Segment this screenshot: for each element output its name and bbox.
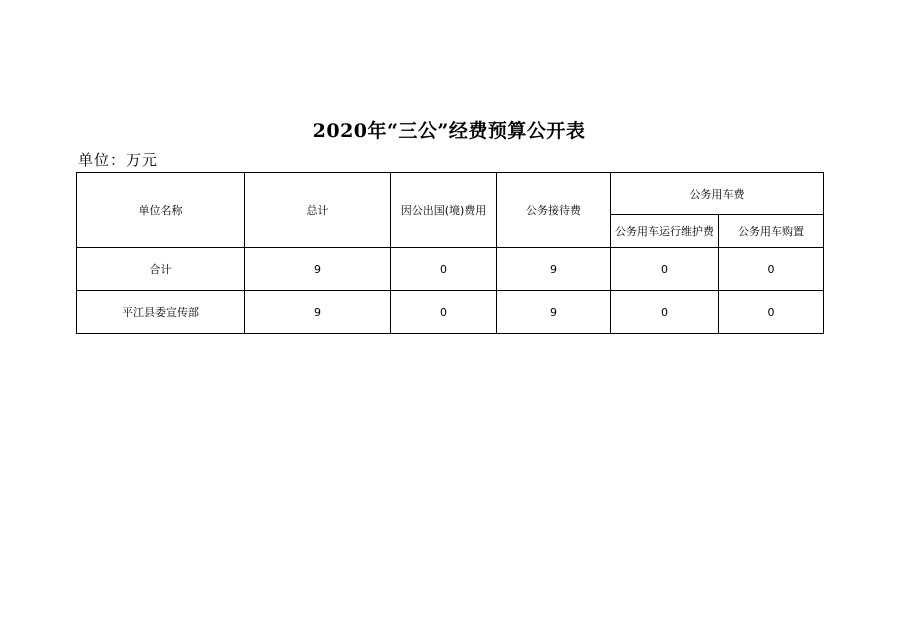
unit-label: 单位：万元 — [78, 151, 159, 169]
cell-abroad: 0 — [391, 248, 497, 291]
document-title: 2020年“三公”经费预算公开表 — [312, 120, 586, 142]
cell-total: 9 — [245, 248, 391, 291]
cell-unit-name: 平江县委宣传部 — [77, 291, 245, 334]
cell-unit-name: 合计 — [77, 248, 245, 291]
budget-table — [76, 172, 824, 334]
header-reception: 公务接待费 — [497, 173, 611, 248]
header-total: 总计 — [245, 173, 391, 248]
header-abroad: 因公出国(境)费用 — [391, 173, 497, 248]
cell-abroad: 0 — [391, 291, 497, 334]
cell-vehicle-purchase: 0 — [719, 291, 824, 334]
cell-reception: 9 — [497, 248, 611, 291]
header-unit-name: 单位名称 — [77, 173, 245, 248]
cell-reception: 9 — [497, 291, 611, 334]
header-vehicle: 公务用车费 — [611, 173, 824, 215]
header-vehicle-purchase: 公务用车购置 — [719, 215, 824, 248]
table-row — [77, 248, 824, 291]
table-row — [77, 291, 824, 334]
cell-vehicle-purchase: 0 — [719, 248, 824, 291]
table-header-row — [77, 173, 824, 215]
cell-vehicle-operation: 0 — [611, 248, 719, 291]
header-vehicle-operation: 公务用车运行维护费 — [611, 215, 719, 248]
cell-total: 9 — [245, 291, 391, 334]
cell-vehicle-operation: 0 — [611, 291, 719, 334]
